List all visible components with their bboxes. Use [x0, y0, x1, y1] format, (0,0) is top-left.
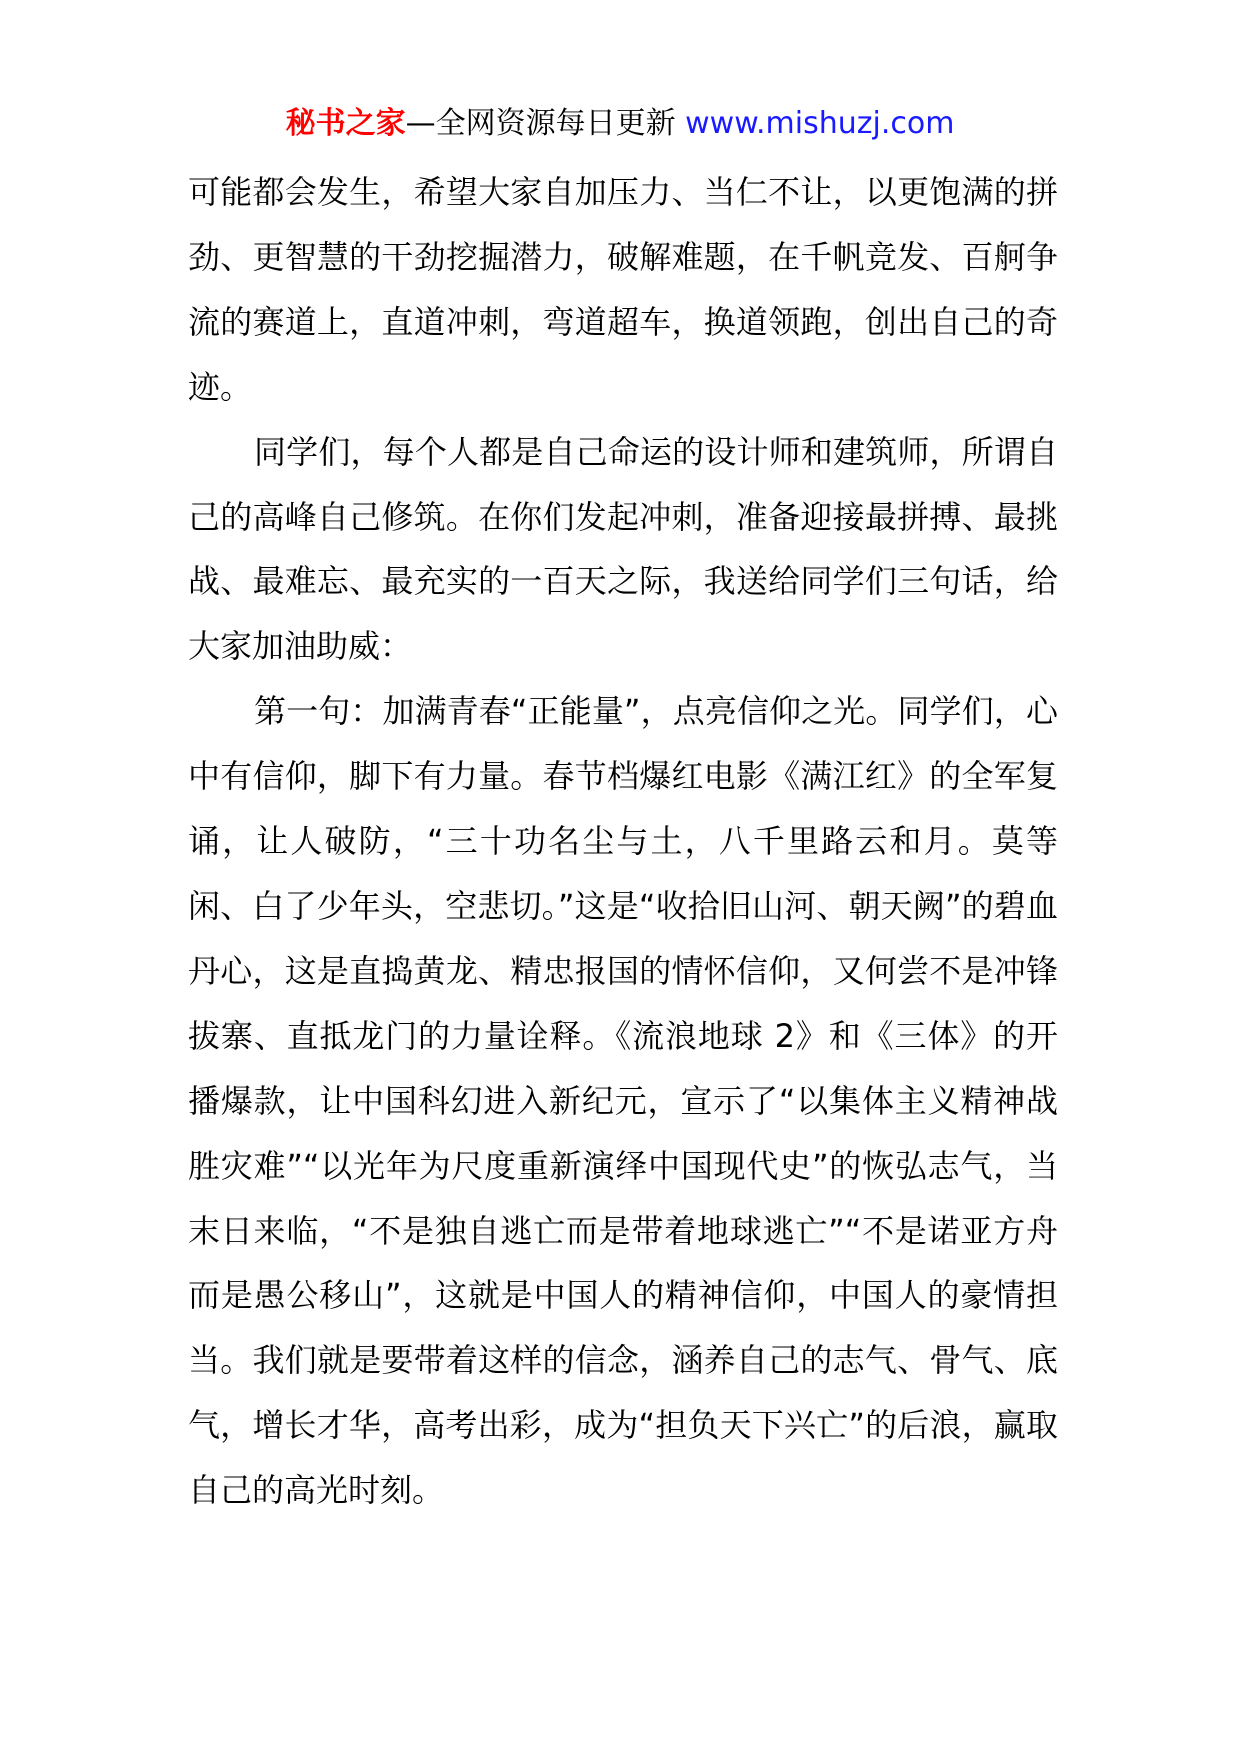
site-header [0, 103, 1240, 145]
paragraph-intro [188, 420, 1058, 680]
paragraph-text: 可能都会发生，希望大家自加压力、当仁不让，以更饱满的拼劲、更智慧的干劲挖掘潜力，破解难题，在千帆竞发、百舸争流的赛道上，直道冲刺，弯道超车，换道领跑，创出自己的奇迹。 [188, 173, 1058, 406]
site-tagline: —全网资源每日更新 [405, 106, 686, 141]
site-url-link[interactable]: www.mishuzj.com [685, 106, 955, 141]
paragraph-text: 同学们，心中有信仰，脚下有力量。春节档爆红电影《满江红》的全军复诵，让人破防，“三十功名尘与土，八千里路云和月。莫等闲、白了少年头，空悲切。”这是“收拾旧山河、朝天阙”的碧血丹心，这是直捣黄龙、精忠报国的情怀信仰，又何尝不是冲锋拔寨、直抵龙门的力量诠释。《流浪地球 2》和《三体》的开播爆款，让中国科幻进入新纪元，宣示了“以集体主义精神战胜灾难”“以光年为尺度重新演绎中国现代史”的恢弘志气，当末日来临，“不是独自逃亡而是带着地球逃亡”“不是诺亚方舟而是愚公移山”，这就是中国人的精神信仰，中国人的豪情担当。我们就是要带着这样的信念，涵养自己的志气、骨气、底气，增长才华，高考出彩，成为“担负天下兴亡”的后浪，赢取自己的高光时刻。 [188, 692, 1058, 1510]
paragraph-text: 同学们，每个人都是自己命运的设计师和建筑师，所谓自己的高峰自己修筑。在你们发起冲刺，准备迎接最拼搏、最挑战、最难忘、最充实的一百天之际，我送给同学们三句话，给大家加油助威： [188, 432, 1058, 666]
paragraph-continued [188, 160, 1058, 420]
paragraph-first-point [188, 679, 1058, 1523]
document-body [188, 160, 1058, 1523]
paragraph-heading: 第一句：加满青春“正能量”，点亮信仰之光。 [254, 692, 898, 731]
site-brand: 秘书之家 [285, 106, 406, 141]
